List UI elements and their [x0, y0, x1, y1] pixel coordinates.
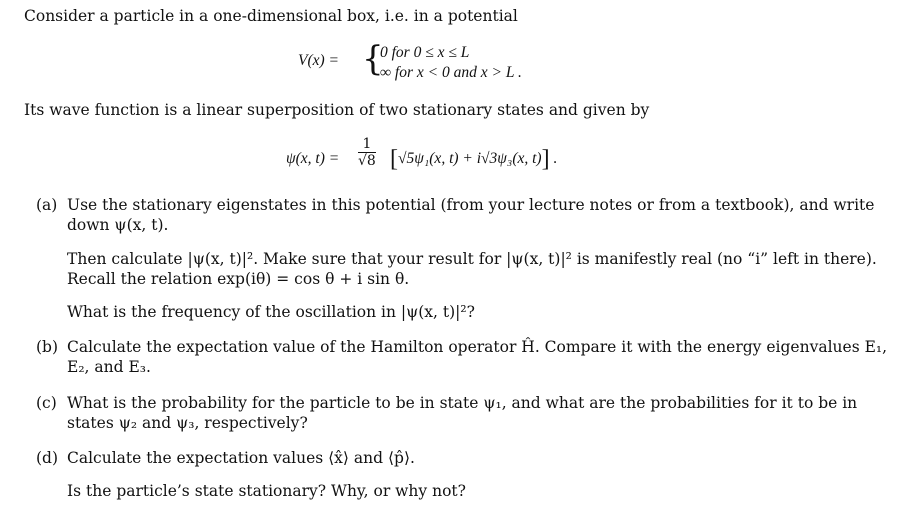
part-b-line1: Calculate the expectation value of the Hamilton operator Ĥ. Compare it with the energy eigenvalues E₁,: [67, 338, 888, 356]
fraction-denominator: √8: [358, 153, 376, 169]
part-c-line1: What is the probability for the particle to be in state ψ₁, and what are the probabilities for it to be in: [67, 394, 858, 412]
potential-case-inside: 0 for 0 ≤ x ≤ L: [380, 44, 470, 61]
part-a-line5: What is the frequency of the oscillation in |ψ(x, t)|²?: [67, 303, 475, 321]
wavefunction-bracket: [√5ψ₁(x, t) + i√3ψ₃(x, t)] .: [390, 146, 558, 172]
part-a-line2: down ψ(x, t).: [67, 216, 169, 234]
bracket-body: √5ψ₁(x, t) + i√3ψ₃(x, t): [398, 150, 542, 167]
part-b-label: (b): [36, 338, 59, 356]
part-c-line2: states ψ₂ and ψ₃, respectively?: [67, 414, 308, 432]
part-d-label: (d): [36, 449, 59, 467]
normalization-fraction: [358, 136, 376, 169]
part-a-line1: Use the stationary eigenstates in this potential (from your lecture notes or from a textbook), and write: [67, 196, 875, 214]
potential-lhs: V(x) =: [298, 52, 340, 69]
part-a-line3: Then calculate |ψ(x, t)|². Make sure that your result for |ψ(x, t)|² is manifestly real (no “i” left in there).: [67, 250, 877, 268]
potential-brace: {: [362, 39, 384, 79]
part-a-line4: Recall the relation exp(iθ) = cos θ + i sin θ.: [67, 270, 410, 288]
part-d-line1: Calculate the expectation values ⟨x̂⟩ and ⟨p̂⟩.: [67, 449, 415, 467]
part-d-line2: Is the particle’s state stationary? Why, or why not?: [67, 482, 466, 500]
part-a-label: (a): [36, 196, 58, 214]
wavefunction-lhs: ψ(x, t) =: [286, 150, 340, 167]
part-c-label: (c): [36, 394, 57, 412]
potential-case-outside: ∞ for x < 0 and x > L .: [380, 64, 522, 81]
fraction-numerator: 1: [358, 136, 376, 153]
intro-text: Consider a particle in a one-dimensional box, i.e. in a potential: [24, 7, 518, 25]
wavefunction-intro: Its wave function is a linear superposition of two stationary states and given by: [24, 101, 650, 119]
part-b-line2: E₂, and E₃.: [67, 358, 151, 376]
equation-period: .: [553, 150, 558, 167]
